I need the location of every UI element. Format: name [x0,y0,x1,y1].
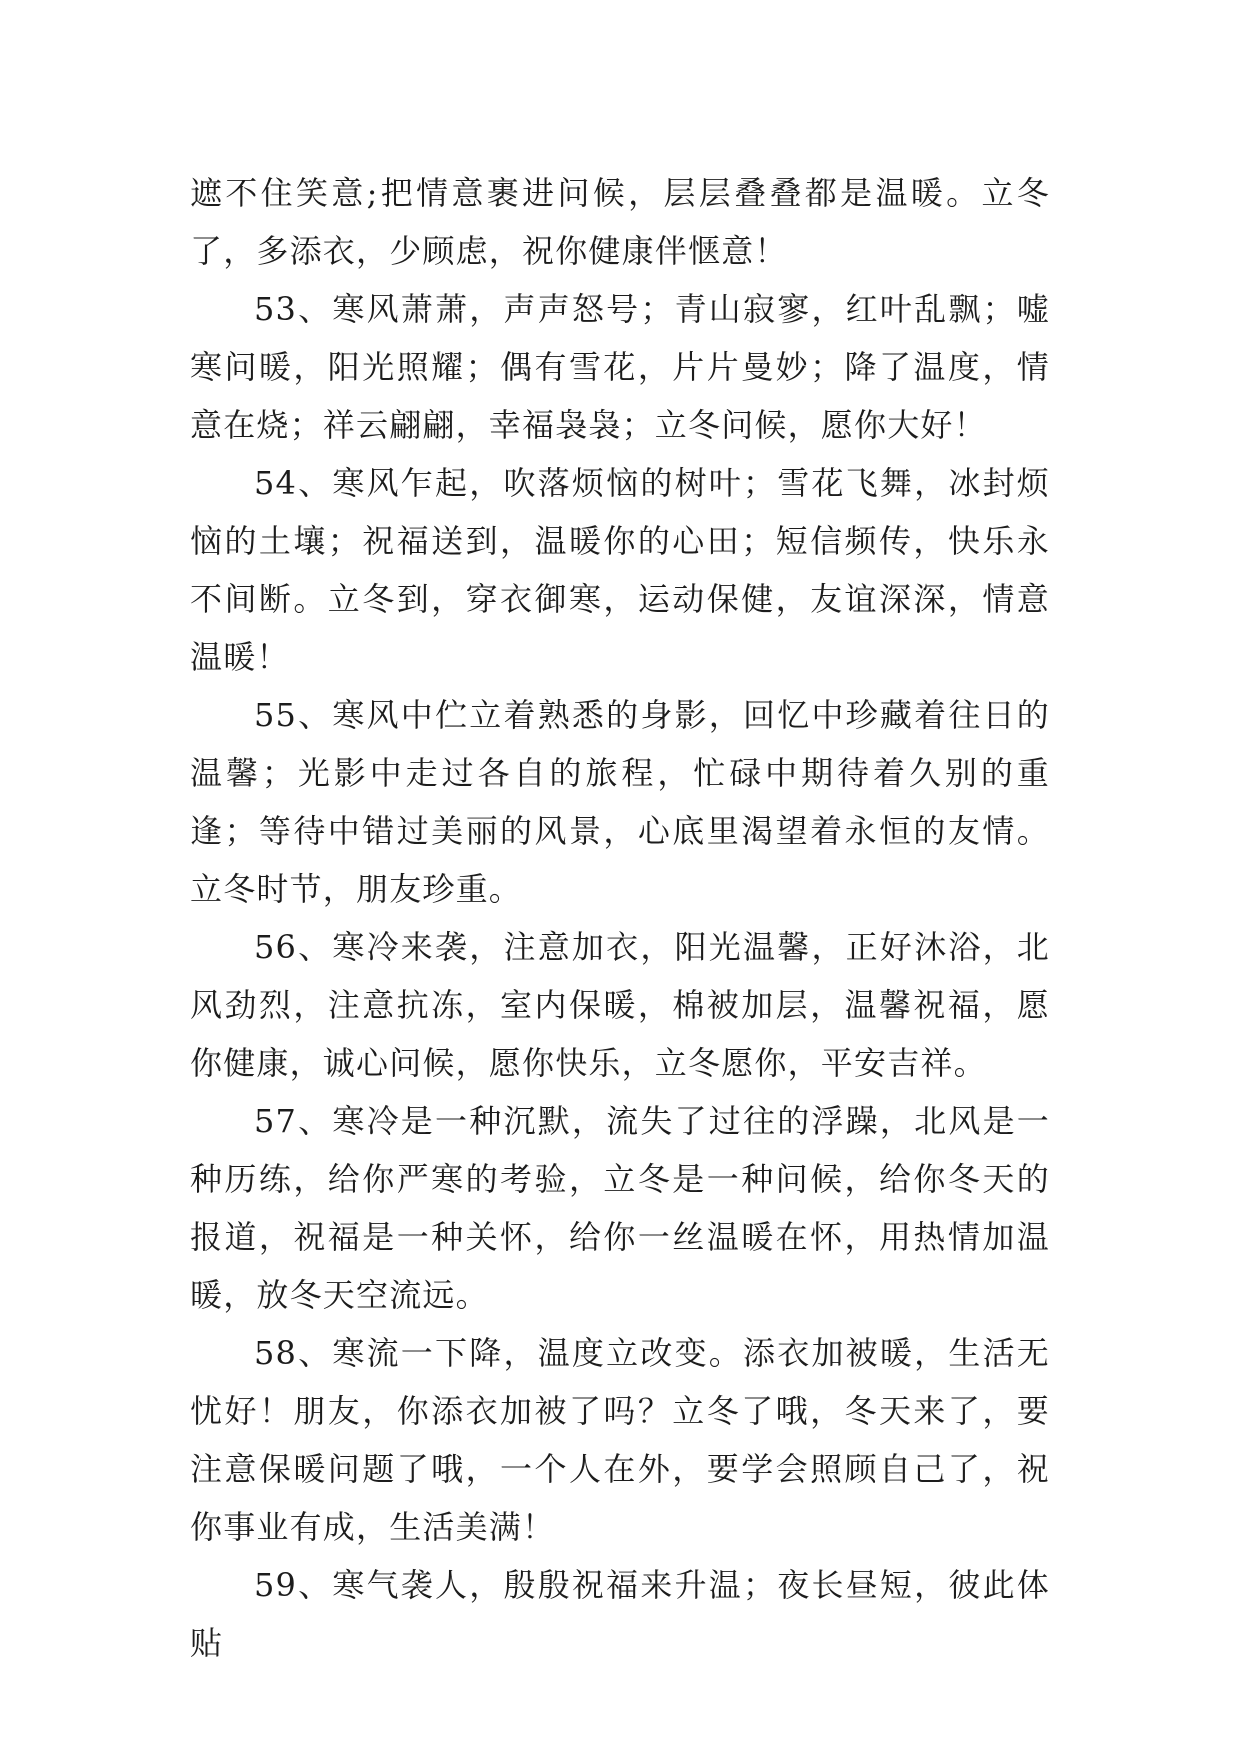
document-body [190,164,1050,1672]
paragraph-59: 59、寒气袭人，殷殷祝福来升温；夜长昼短，彼此体贴 [190,1566,1050,1662]
paragraph-54: 54、寒风乍起，吹落烦恼的树叶；雪花飞舞，冰封烦恼的土壤；祝福送到，温暖你的心田；短信频传，快乐永不间断。立冬到，穿衣御寒，运动保健，友谊深深，情意温暖！ [190,464,1050,676]
paragraph-continuation: 遮不住笑意;把情意裹进问候，层层叠叠都是温暖。立冬了，多添衣，少顾虑，祝你健康伴惬意！ [190,174,1050,270]
paragraph-57: 57、寒冷是一种沉默，流失了过往的浮躁，北风是一种历练，给你严寒的考验，立冬是一种问候，给你冬天的报道，祝福是一种关怀，给你一丝温暖在怀，用热情加温暖，放冬天空流远。 [190,1102,1050,1314]
paragraph-53: 53、寒风萧萧，声声怒号；青山寂寥，红叶乱飘；嘘寒问暖，阳光照耀；偶有雪花，片片曼妙；降了温度，情意在烧；祥云翩翩，幸福袅袅；立冬问候，愿你大好！ [190,290,1050,444]
paragraph-56: 56、寒冷来袭，注意加衣，阳光温馨，正好沐浴，北风劲烈，注意抗冻，室内保暖，棉被加层，温馨祝福，愿你健康，诚心问候，愿你快乐，立冬愿你，平安吉祥。 [190,928,1050,1082]
paragraph-55: 55、寒风中伫立着熟悉的身影，回忆中珍藏着往日的温馨；光影中走过各自的旅程，忙碌中期待着久别的重逢；等待中错过美丽的风景，心底里渴望着永恒的友情。立冬时节，朋友珍重。 [190,696,1050,908]
paragraph-58: 58、寒流一下降，温度立改变。添衣加被暖，生活无忧好！朋友，你添衣加被了吗？立冬了哦，冬天来了，要注意保暖问题了哦，一个人在外，要学会照顾自己了，祝你事业有成，生活美满！ [190,1334,1050,1546]
